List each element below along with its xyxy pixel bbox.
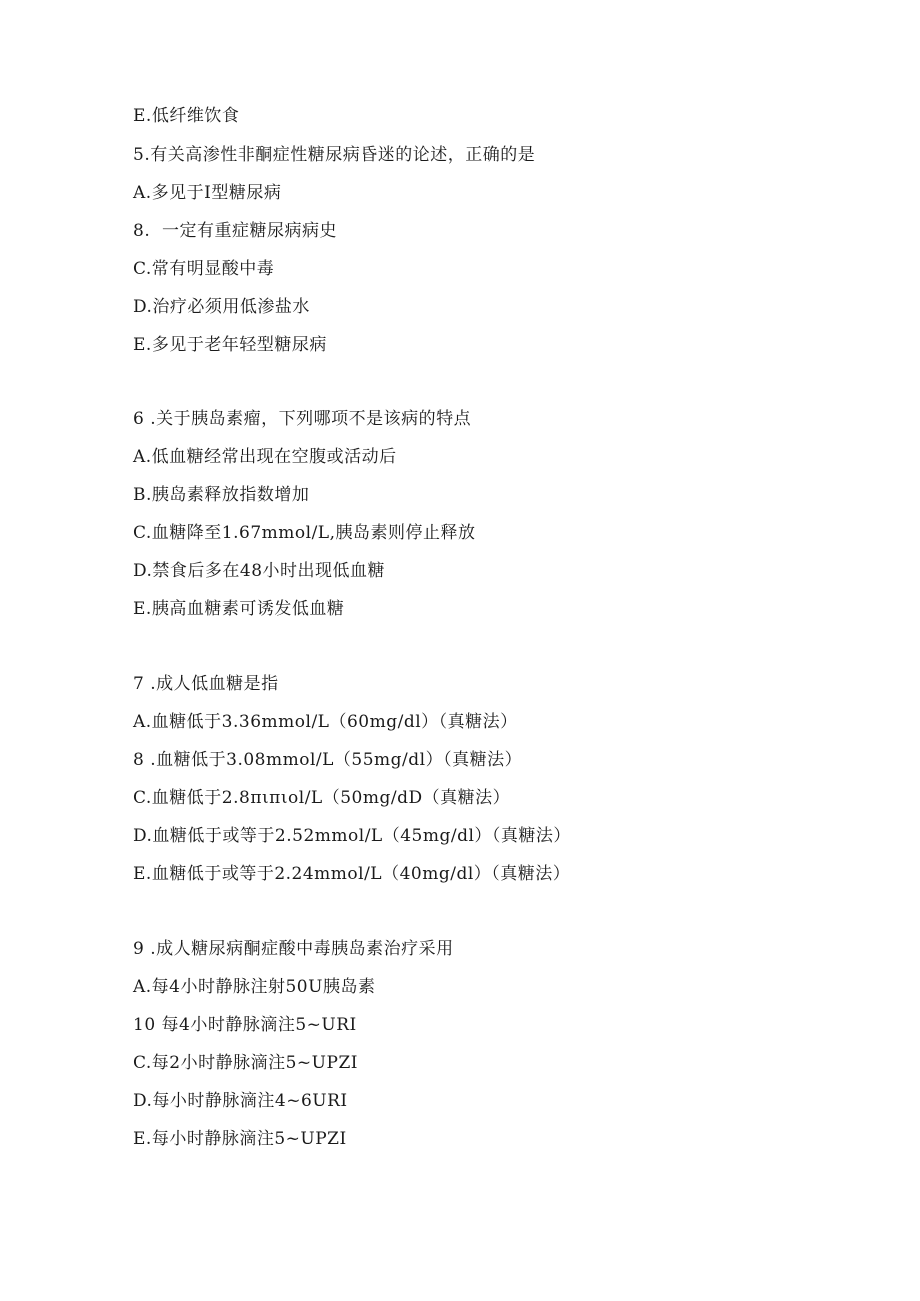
option-e-low-fiber-diet: E.低纤维饮食	[133, 106, 240, 126]
question-9-option-e: E.每小时静脉滴注5~UPZI	[133, 1129, 347, 1149]
question-5-option-e: E.多见于老年轻型糖尿病	[133, 335, 327, 355]
question-9-option-c: C.每2小时静脉滴注5~UPZI	[133, 1053, 358, 1073]
question-5-option-d: D.治疗必须用低渗盐水	[133, 297, 310, 317]
question-9-option-d: D.每小时静脉滴注4~6URI	[133, 1091, 348, 1111]
question-6-option-b: B.胰岛素释放指数增加	[133, 485, 310, 505]
question-5-option-c: C.常有明显酸中毒	[133, 259, 275, 279]
question-9-option-b: 10 每4小时静脉滴注5~URI	[133, 1015, 357, 1035]
question-7-option-a: A.血糖低于3.36mmol/L（60mg/dl）（真糖法）	[133, 712, 518, 732]
question-6-option-a: A.低血糖经常出现在空腹或活动后	[133, 447, 397, 467]
question-6-option-d: D.禁食后多在48小时出现低血糖	[133, 561, 386, 581]
question-7-option-b: 8 .血糖低于3.08mmol/L（55mg/dl）（真糖法）	[133, 750, 523, 770]
question-9-stem: 9 .成人糖尿病酮症酸中毒胰岛素治疗采用	[133, 939, 454, 959]
question-6-stem: 6 .关于胰岛素瘤，下列哪项不是该病的特点	[133, 409, 472, 429]
question-6-option-e: E.胰高血糖素可诱发低血糖	[133, 599, 345, 619]
question-6-option-c: C.血糖降至1.67mmol/L,胰岛素则停止释放	[133, 523, 476, 543]
question-5-option-b: 8. 一定有重症糖尿病病史	[133, 221, 338, 241]
question-7-option-c: C.血糖低于2.8πιπιol/L（50mg/dD（真糖法）	[133, 788, 511, 808]
question-5-stem: 5.有关高渗性非酮症性糖尿病昏迷的论述，正确的是	[133, 145, 536, 165]
question-5-option-a: A.多见于I型糖尿病	[133, 183, 282, 203]
question-9-option-a: A.每4小时静脉注射50U胰岛素	[133, 977, 376, 997]
question-7-option-d: D.血糖低于或等于2.52mmol/L（45mg/dl）（真糖法）	[133, 826, 571, 846]
question-7-stem: 7 .成人低血糖是指	[133, 674, 279, 694]
question-7-option-e: E.血糖低于或等于2.24mmol/L（40mg/dl）（真糖法）	[133, 864, 571, 884]
